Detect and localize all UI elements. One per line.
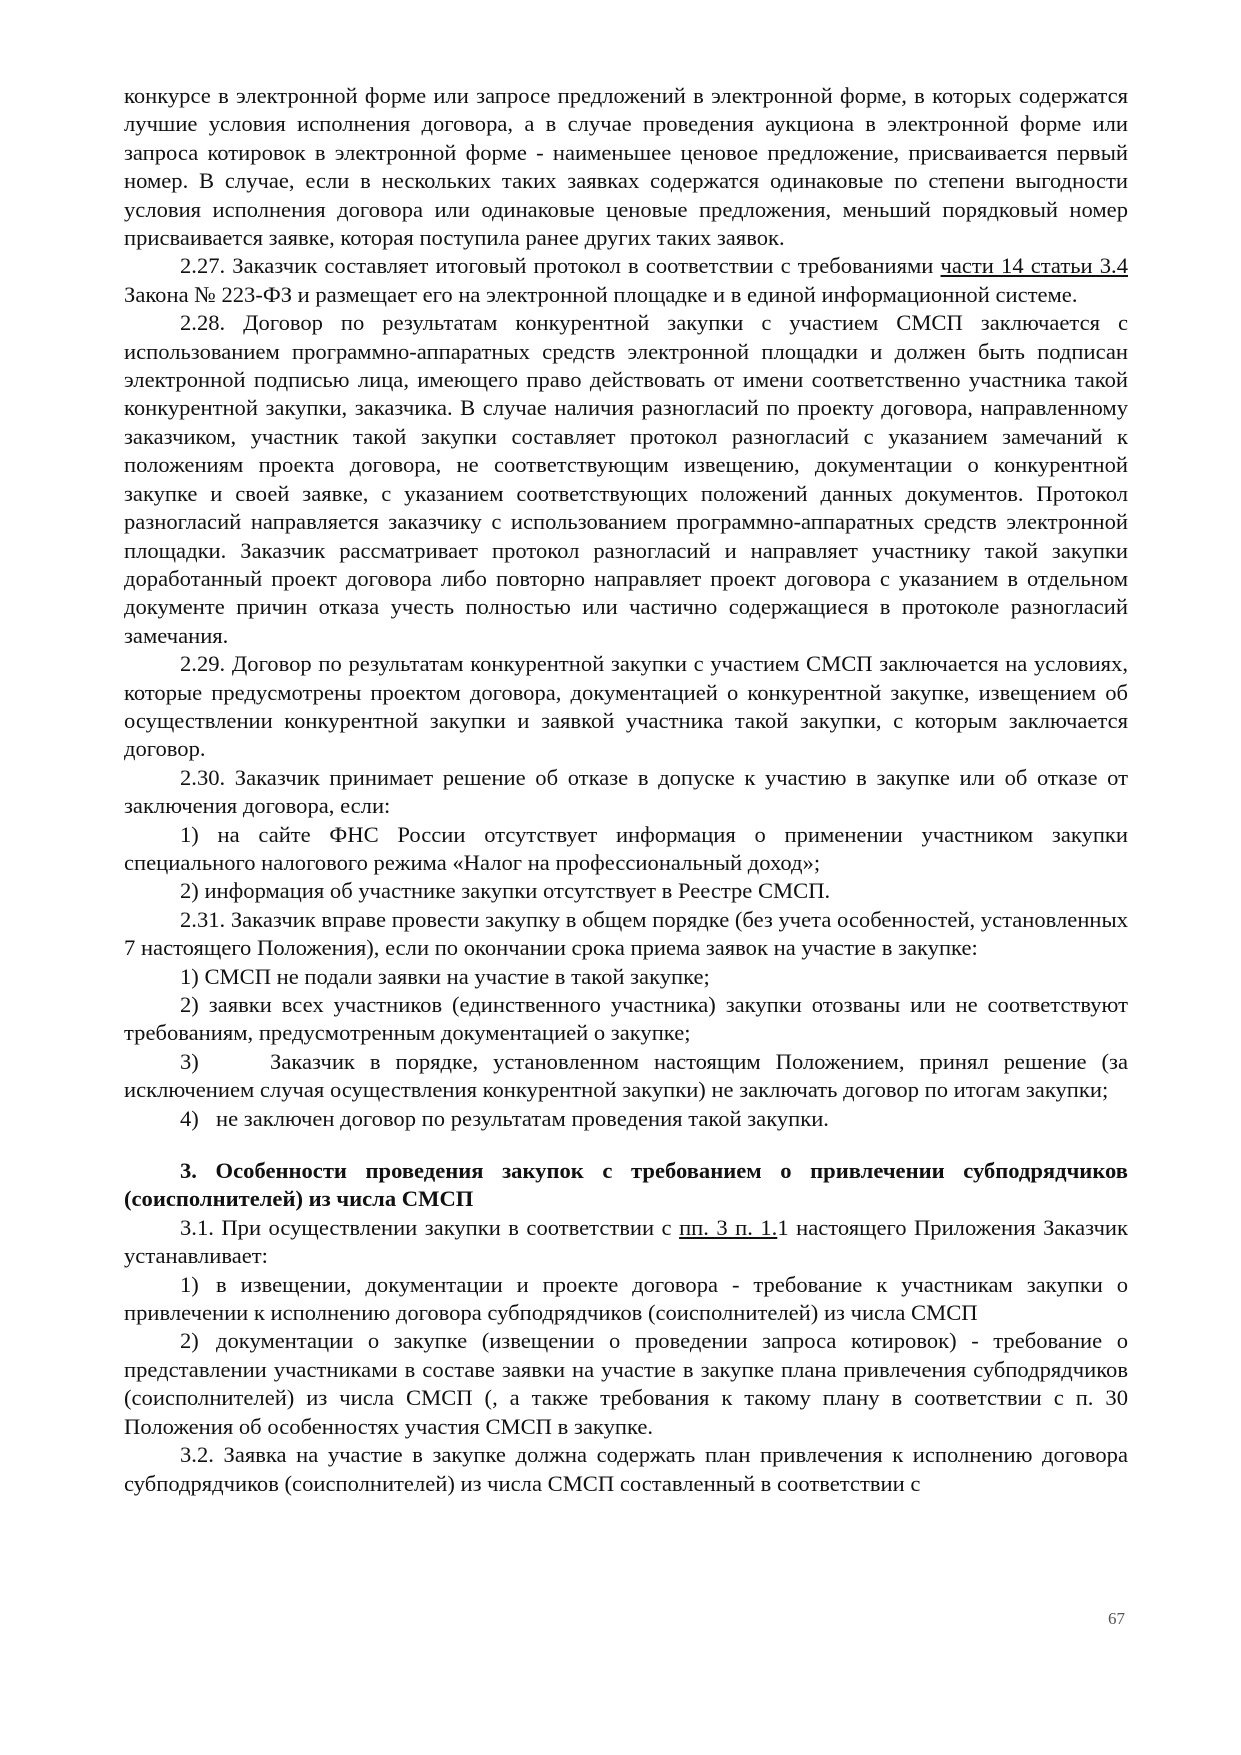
paragraph-2-28: 2.28. Договор по результатам конкурентной закупки с участием СМСП заключается с использованием программно-аппаратных средств электронной площадки и должен быть подписан электронной подписью лица, имеющего право действовать от имени соответственно участника такой конкурентной закупки, заказчика. В случае наличия разногласий по проекту договора, направленному заказчиком, участник такой закупки составляет протокол разногласий с указанием замечаний к положениям проекта договора, не соответствующим извещению, документации о конкурентной закупке и своей заявке, с указанием соответствующих положений данных документов. Протокол разногласий направляется заказчику с использованием программно-аппаратных средств электронной площадки. Заказчик рассматривает протокол разногласий и направляет участнику такой закупки доработанный проект договора либо повторно направляет проект договора с указанием в отдельном документе причин отказа учесть полностью или частично содержащиеся в протоколе разногласий замечания. <box>124 310 1128 648</box>
paragraph-3-1: 3.1. При осуществлении закупки в соответствии с пп. 3 п. 1.1 настоящего Приложения Заказчик устанавливает: <box>124 1214 1128 1269</box>
list-item-2-31-4: 4) не заключен договор по результатам проведения такой закупки. <box>180 1105 829 1131</box>
paragraph-3-2: 3.2. Заявка на участие в закупке должна содержать план привлечения к исполнению договора субподрядчиков (соисполнителей) из числа СМСП составленный в соответствии с <box>124 1442 1128 1496</box>
list-item-2-31-2: 2) заявки всех участников (единственного участника) закупки отозваны или не соответствуют требованиям, предусмотренным документацией о закупке; <box>124 992 1128 1046</box>
list-item-3-1-1: 1) в извещении, документации и проекте договора - требование к участникам закупки о привлечении к исполнению договора субподрядчиков (соисполнителей) из числа СМСП <box>124 1271 1128 1326</box>
list-item-2-31-3: 3) Заказчик в порядке, установленном настоящим Положением, принял решение (за исключением случая осуществления конкурентной закупки) не заключать договор по итогам закупки; <box>124 1048 1128 1103</box>
law-reference-link[interactable]: части 14 статьи 3.4 <box>940 253 1128 279</box>
paragraph-2-29: 2.29. Договор по результатам конкурентной закупки с участием СМСП заключается на условиях, которые предусмотрены проектом договора, документацией о конкурентной закупке, извещением об осуществлении конкурентной закупки и заявкой участника такой закупки, с которым заключается договор. <box>124 651 1128 762</box>
list-item-2-30-2: 2) информация об участнике закупки отсутствует в Реестре СМСП. <box>180 878 831 904</box>
page-number: 67 <box>1108 1609 1125 1628</box>
paragraph-2-30: 2.30. Заказчик принимает решение об отказе в допуске к участию в закупке или об отказе от заключения договора, если: <box>124 764 1128 819</box>
clause-reference-link[interactable]: пп. 3 п. 1. <box>679 1214 778 1240</box>
section-gap <box>124 1133 1128 1157</box>
list-item-3-1-2: 2) документации о закупке (извещении о проведении запроса котировок) - требование о представлении участниками в составе заявки на участие в закупке плана привлечения субподрядчиков (соисполнителей) из числа СМСП (, а также требования к такому плану в соответствии с п. 30 Положения об особенностях участия СМСП в закупке. <box>124 1328 1128 1439</box>
paragraph-2-27: 2.27. Заказчик составляет итоговый протокол в соответствии с требованиями части 14 статьи 3.4 Закона № 223-ФЗ и размещает его на электронной площадке и в единой информационной системе. <box>124 253 1128 307</box>
list-item-2-31-1: 1) СМСП не подали заявки на участие в такой закупке; <box>180 963 710 989</box>
list-item-2-30-1: 1) на сайте ФНС России отсутствует информация о применении участником закупки специального налогового режима «Налог на профессиональный доход»; <box>124 821 1128 875</box>
document-page <box>124 82 1128 1498</box>
paragraph-2-31: 2.31. Заказчик вправе провести закупку в общем порядке (без учета особенностей, установленных 7 настоящего Положения), если по окончании срока приема заявок на участие в закупке: <box>124 906 1128 961</box>
section-heading-3: 3. Особенности проведения закупок с требованием о привлечении субподрядчиков (соисполнителей) из числа СМСП <box>124 1158 1128 1212</box>
paragraph-continued: конкурсе в электронной форме или запросе предложений в электронной форме, в которых содержатся лучшие условия исполнения договора, а в случае проведения аукциона в электронной форме или запроса котировок в электронной форме - наименьшее ценовое предложение, присваивается первый номер. В случае, если в нескольких таких заявках содержатся одинаковые по степени выгодности условия исполнения договора или одинаковые ценовые предложения, меньший порядковый номер присваивается заявке, которая поступила ранее других таких заявок. <box>124 83 1128 251</box>
